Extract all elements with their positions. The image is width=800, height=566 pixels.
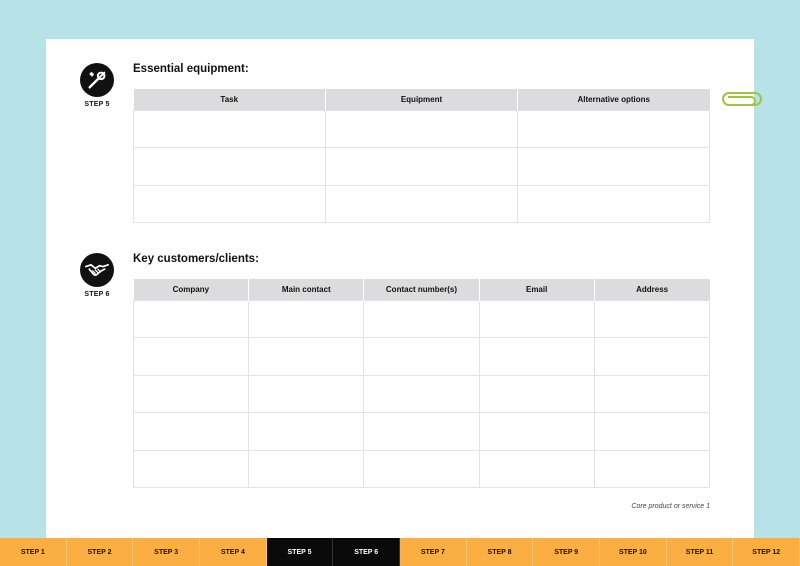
step-tab[interactable]: STEP 1: [0, 538, 67, 566]
table-cell[interactable]: [364, 375, 479, 413]
customers-table: [133, 279, 710, 488]
table-cell[interactable]: [518, 148, 710, 186]
table-cell[interactable]: [594, 338, 709, 376]
table-cell[interactable]: [594, 375, 709, 413]
table-cell[interactable]: [249, 300, 364, 338]
paperclip-icon: [722, 92, 762, 106]
step-6-label: STEP 6: [84, 291, 110, 298]
table-cell[interactable]: [479, 450, 594, 488]
table-cell[interactable]: [134, 338, 249, 376]
step-tab[interactable]: STEP 12: [733, 538, 800, 566]
table-cell[interactable]: [134, 300, 249, 338]
column-header: Address: [594, 279, 709, 300]
column-header: Alternative options: [518, 89, 710, 110]
step-5-badge: [77, 63, 117, 108]
step-6-badge: [77, 253, 117, 298]
table-cell[interactable]: [249, 338, 364, 376]
footnote: Core product or service 1: [631, 503, 710, 510]
handshake-icon: [80, 253, 114, 287]
table-cell[interactable]: [326, 148, 518, 186]
step-tab[interactable]: STEP 9: [533, 538, 600, 566]
table-row: [134, 300, 710, 338]
table-row: [134, 338, 710, 376]
tools-icon: [80, 63, 114, 97]
column-header: Email: [479, 279, 594, 300]
table-row: [134, 375, 710, 413]
table-cell[interactable]: [364, 300, 479, 338]
table-cell[interactable]: [134, 413, 249, 451]
column-header: Company: [134, 279, 249, 300]
column-header: Task: [134, 89, 326, 110]
worksheet-page: [46, 39, 754, 538]
table-cell[interactable]: [134, 450, 249, 488]
table-cell[interactable]: [134, 110, 326, 148]
step-tab[interactable]: STEP 2: [67, 538, 134, 566]
table-cell[interactable]: [594, 413, 709, 451]
column-header: Contact number(s): [364, 279, 479, 300]
table-cell[interactable]: [134, 185, 326, 223]
table-row: [134, 413, 710, 451]
step-tab[interactable]: STEP 6: [333, 538, 400, 566]
table-cell[interactable]: [326, 185, 518, 223]
table-cell[interactable]: [594, 450, 709, 488]
table-cell[interactable]: [518, 185, 710, 223]
step-tab[interactable]: STEP 3: [133, 538, 200, 566]
table-cell[interactable]: [134, 148, 326, 186]
step-tab[interactable]: STEP 8: [467, 538, 534, 566]
step-tab[interactable]: STEP 11: [667, 538, 734, 566]
table-row: [134, 185, 710, 223]
table-cell[interactable]: [326, 110, 518, 148]
table-cell[interactable]: [594, 300, 709, 338]
table-cell[interactable]: [134, 375, 249, 413]
step-5-label: STEP 5: [84, 101, 110, 108]
step-tab[interactable]: STEP 4: [200, 538, 267, 566]
table-cell[interactable]: [479, 300, 594, 338]
table-cell[interactable]: [364, 413, 479, 451]
table-row: [134, 450, 710, 488]
table-cell[interactable]: [479, 375, 594, 413]
step-tab[interactable]: STEP 7: [400, 538, 467, 566]
column-header: Main contact: [249, 279, 364, 300]
table-cell[interactable]: [249, 375, 364, 413]
table-cell[interactable]: [249, 413, 364, 451]
table-row: [134, 148, 710, 186]
equipment-table: [133, 89, 710, 223]
step-tab[interactable]: STEP 5: [267, 538, 334, 566]
essential-equipment-title: Essential equipment:: [133, 63, 249, 75]
step-tab[interactable]: STEP 10: [600, 538, 667, 566]
column-header: Equipment: [326, 89, 518, 110]
key-customers-title: Key customers/clients:: [133, 253, 259, 265]
table-cell[interactable]: [364, 338, 479, 376]
table-cell[interactable]: [479, 338, 594, 376]
table-cell[interactable]: [249, 450, 364, 488]
table-row: [134, 110, 710, 148]
step-navigation-bar: [0, 538, 800, 566]
table-header-row: [134, 279, 710, 300]
table-cell[interactable]: [479, 413, 594, 451]
table-header-row: [134, 89, 710, 110]
table-cell[interactable]: [364, 450, 479, 488]
table-cell[interactable]: [518, 110, 710, 148]
